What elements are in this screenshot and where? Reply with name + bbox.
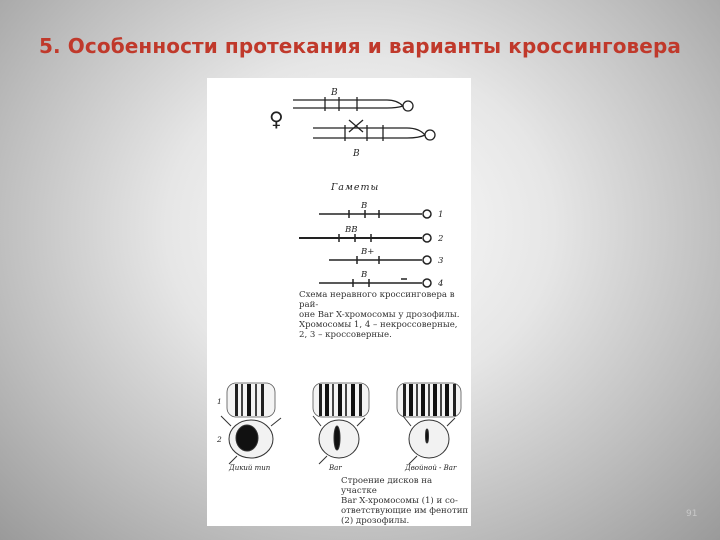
band-diagram-double-bar [397,383,461,417]
parent-label-upper: B [331,88,338,98]
parent-chromosomes [293,97,435,141]
fly-eye-bar [313,416,365,464]
gamete-label-2: BB [345,225,358,235]
row-label-2: 2 [217,435,222,444]
fly-eye-wild-type [221,416,281,464]
centromere-lower [425,130,435,140]
band-diagram-wild-type [227,383,275,417]
fly-eye-drawings [221,416,455,464]
gamete-label-1: B [361,201,368,211]
gamete-number-3: 3 [438,256,444,266]
gamete-centromere-3 [423,256,431,264]
gametes-heading: Гаметы [331,182,380,193]
gamete-label-3: B+ [361,247,375,257]
parent-chromosome-upper [293,100,403,108]
phenotype-label-double-bar: Двойной - Bar [405,464,457,472]
unequal-crossing-over-figure [207,78,471,526]
band-diagrams [227,383,461,417]
gamete-number-1: 1 [438,210,444,220]
slide-number: 91 [686,509,698,519]
figure-caption-discs: Строение дисков на участке Bar X-хромосомы (1) и со- ответствующие им фенотип (2) дрозофилы. [341,476,469,526]
band-diagram-bar [313,383,369,417]
figure-caption-crossing-over: Схема неравного кроссинговера в рай- оне Bar X-хромосомы у дрозофилы. Хромосомы 1, 4 – некроссоверные, 2, 3 – кроссоверные. [299,290,460,340]
fly-eye-double-bar [403,416,455,464]
gamete-centromere-4 [423,279,431,287]
centromere-upper [403,101,413,111]
parent-chromosome-lower [313,128,425,138]
gamete-centromere-2 [423,234,431,242]
gamete-centromere-1 [423,210,431,218]
gamete-label-4: B [361,270,368,280]
slide-title: 5. Особенности протекания и варианты кроссинговера [39,34,681,58]
row-label-1: 1 [217,397,222,406]
phenotype-label-bar: Bar [329,464,342,472]
gamete-number-4: 4 [438,279,444,289]
parent-label-lower: B [353,149,360,159]
gamete-number-2: 2 [438,234,444,244]
female-symbol: ♀ [269,107,284,131]
phenotype-label-wild-type: Дикий тип [229,464,271,472]
